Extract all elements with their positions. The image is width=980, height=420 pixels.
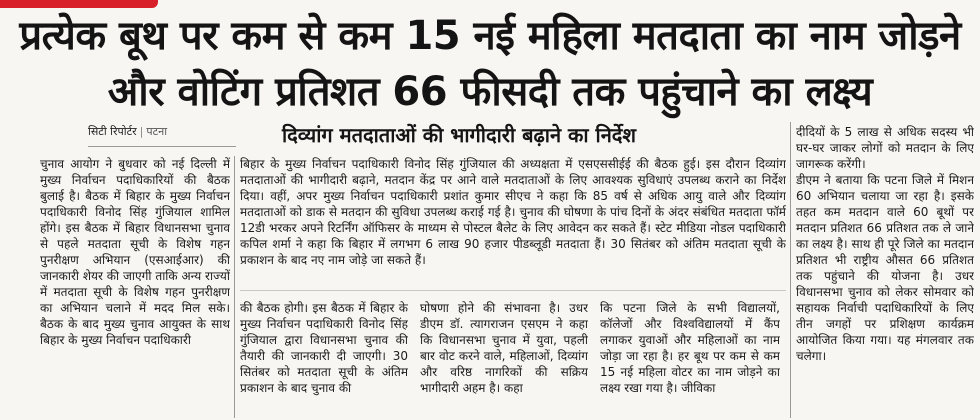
- byline-separator: |: [139, 125, 144, 138]
- column-left: चुनाव आयोग ने बुधवार को नई दिल्ली में मुख्य निर्वाचन पदाधिकारियों की बैठक बुलाई है। बैठक में बिहार के मुख्य निर्वाचन पदाधिकारी विनोद सिंह गुंजियाल शामिल होंगे। इस बैठक में बिहार विधानसभा चुनाव से पहले मतदाता सूची के विशेष गहन पुनरीक्षण अभियान (एसआईआर) की जानकारी शेयर की जाएगी ताकि अन्य राज्यों में मतदाता सूची के विशेष गहन पुनरीक्षण का अभियान चलाने में मदद मिल सके। बैठक के बाद मुख्य चुनाव आयुक्त के साथ बिहार के मुख्य निर्वाचन पदाधिकारी: [40, 157, 230, 347]
- subheadline: दिव्यांग मतदाताओं की भागीदारी बढ़ाने का निर्देश: [282, 123, 637, 147]
- column-right: दीदियों के 5 लाख से अधिक सदस्य भी घर-घर जाकर लोगों को मतदान के लिए जागरूक करेंगी। डीएम ने बताया कि पटना जिले में मिशन 60 अभियान चलाया जा रहा है। इसके तहत कम मतदान वाले 60 बूथों पर मतदान प्रतिशत 66 प्रतिशत तक ले जाने का लक्ष्य है। साथ ही पूरे जिले का मतदान प्रतिशत भी राष्ट्रीय औसत 66 प्रतिशत तक पहुंचाने की योजना है। उधर विधानसभा चुनाव को लेकर सोमवार को सहायक निर्वाची पदाधिकारियों के लिए तीन जगहों पर प्रशिक्षण कार्यक्रम आयोजित किया गया। यह मंगलवार तक चलेगा।: [796, 125, 974, 363]
- byline: [88, 124, 167, 139]
- headline: प्रत्येक बूथ पर कम से कम 15 नई महिला मतदाता का नाम जोड़ने और वोटिंग प्रतिशत 66 फीसदी तक पहुंचाने का लक्ष्य: [19, 13, 961, 115]
- section-tag-bar: [0, 0, 158, 8]
- byline-author: सिटी रिपोर्टर: [88, 125, 137, 138]
- byline-location: पटना: [146, 125, 168, 138]
- lead-bottom-rule: [240, 290, 786, 291]
- column-2: की बैठक होगी। इस बैठक में बिहार के मुख्य निर्वाचन पदाधिकारी विनोद सिंह गुंजियाल द्वारा विधानसभा चुनाव की तैयारी की जानकारी दी जाएगी। 30 सितंबर को मतदाता सूची के अंतिम प्रकाशन के बाद चुनाव की: [240, 301, 408, 395]
- byline-rule: [88, 146, 236, 147]
- column-3: घोषणा होने की संभावना है। उधर डीएम डॉ. त्यागराजन एसएम ने कहा कि विधानसभा चुनाव में युवा, पहली बार वोट करने वाले, महिलाओं, दिव्यांग और वरिष्ठ नागरिकों की सक्रिय भागीदारी अहम है। कहा: [420, 301, 588, 395]
- lead-paragraph: बिहार के मुख्य निर्वाचन पदाधिकारी विनोद सिंह गुंजियाल की अध्यक्षता में एसएससीईई की बैठक हुई। इस दौरान दिव्यांग मतदाताओं की भागीदारी बढ़ाने, मतदान केंद्र पर आने वाले मतदाताओं के लिए आवश्यक सुविधाएं उपलब्ध कराने का निर्देश दिया। वहीं, अपर मुख्य निर्वाचन पदाधिकारी प्रशांत कुमार सीएच ने कहा कि 85 वर्ष से अधिक आयु वाले और दिव्यांग मतदाताओं को डाक से मतदान की सुविधा उपलब्ध कराई गई है। चुनाव की घोषणा के पांच दिनों के अंदर संबंधित मतदाता फॉर्म 12डी भरकर अपने रिटर्निंग ऑफिसर के माध्यम से पोस्टल बैलेट के लिए आवेदन कर सकते हैं। स्टेट मीडिया नोडल पदाधिकारी कपिल शर्मा ने कहा कि बिहार में लगभग 6 लाख 90 हजार पीडब्लूडी मतदाता हैं। 30 सितंबर को अंतिम मतदाता सूची के प्रकाशन के बाद नए नाम जोड़े जा सकते हैं।: [240, 157, 786, 267]
- column-divider-2: [790, 122, 791, 418]
- column-divider-1: [234, 156, 235, 418]
- column-4: कि पटना जिले के सभी विद्यालयों, कॉलेजों और विश्वविद्यालयों में कैंप लगाकर युवाओं और महिलाओं का नाम जोड़ा जा रहा है। हर बूथ पर कम से कम 15 नई महिला वोटर का नाम जोड़ने का लक्ष्य रखा गया है। जीविका: [600, 301, 780, 395]
